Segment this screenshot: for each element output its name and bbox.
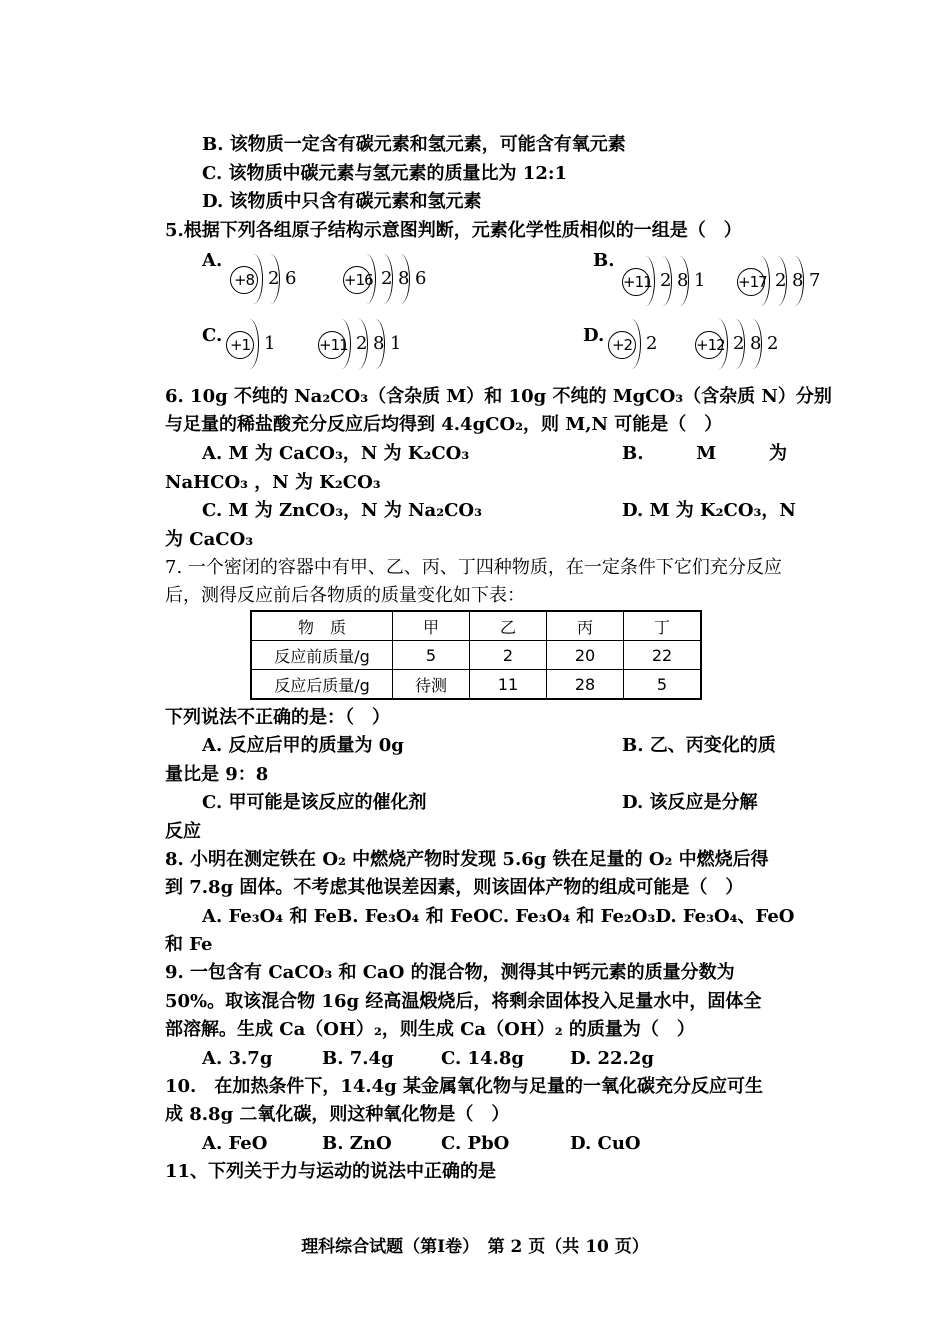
table-header-cell: 乙 [470, 611, 547, 641]
q10-option-a: A. FeO [202, 1133, 268, 1154]
electron-count: 8 [750, 333, 762, 354]
q5-option-label: A. [202, 250, 223, 271]
q8-option-d: D. Fe₃O₄、FeO [655, 906, 795, 927]
electron-count: 2 [381, 268, 393, 289]
q6-option-b-wei: 为 [768, 443, 787, 464]
q6-option-c: C. M 为 ZnCO₃，N 为 Na₂CO₃ [202, 500, 482, 521]
atom-nucleus: +8 [230, 266, 258, 294]
q9-line3: 部溶解。生成 Ca（OH）₂，则生成 Ca（OH）₂ 的质量为（ ） [165, 1019, 695, 1040]
electron-shell-arc [366, 319, 385, 369]
q9-line1: 9. 一包含有 CaCO₃ 和 CaO 的混合物，测得其中钙元素的质量分数为 [165, 962, 735, 983]
q7-option-d: D. 该反应是分解 [622, 792, 758, 813]
q6-option-a: A. M 为 CaCO₃，N 为 K₂CO₃ [202, 443, 470, 464]
atom-nucleus: +11 [318, 331, 346, 359]
electron-count: 2 [646, 333, 658, 354]
table-cell: 11 [470, 670, 547, 700]
q9-option-d: D. 22.2g [570, 1048, 654, 1069]
electron-count: 2 [775, 270, 787, 291]
q8-option-c: C. Fe₃O₄ 和 Fe₂O₃ [488, 906, 656, 927]
q6-option-b-m: M [696, 443, 717, 464]
electron-shell-arc [785, 256, 804, 306]
q7-option-b-cont: 量比是 9：8 [165, 764, 269, 785]
table-cell: 待测 [393, 670, 470, 700]
q6-option-d: D. M 为 K₂CO₃，N [622, 500, 796, 521]
table-cell: 20 [547, 641, 624, 670]
q8-line1: 8. 小明在测定铁在 O₂ 中燃烧产物时发现 5.6g 铁在足量的 O₂ 中燃烧后得 [165, 849, 769, 870]
table-cell: 5 [624, 670, 702, 700]
q7-option-d-cont: 反应 [165, 821, 201, 842]
q10-line1: 10. 在加热条件下，14.4g 某金属氧化物与足量的一氧化碳充分反应可生 [165, 1076, 764, 1097]
electron-count: 8 [792, 270, 804, 291]
electron-shell-arc [240, 319, 259, 369]
q9-option-c: C. 14.8g [441, 1048, 524, 1069]
electron-count: 8 [677, 270, 689, 291]
q9-option-b: B. 7.4g [322, 1048, 394, 1069]
q11-stem: 11、下列关于力与运动的说法中正确的是 [165, 1161, 497, 1182]
electron-count: 8 [398, 268, 410, 289]
electron-count: 6 [285, 268, 297, 289]
electron-shell-arc [670, 256, 689, 306]
electron-count: 1 [694, 270, 706, 291]
q7-question: 下列说法不正确的是：（ ） [165, 707, 390, 728]
electron-shell-arc [622, 319, 641, 369]
q6-option-b-label: B. [622, 443, 644, 464]
q8-option-d-cont: 和 Fe [165, 934, 213, 955]
q7-line2: 后，测得反应前后各物质的质量变化如下表： [165, 585, 525, 606]
electron-count: 2 [767, 333, 779, 354]
q8-option-a: A. Fe₃O₄ 和 Fe [202, 906, 337, 927]
table-cell: 5 [393, 641, 470, 670]
q6-option-d-cont: 为 CaCO₃ [165, 529, 254, 550]
page-footer: 理科综合试题（第Ⅰ卷） 第 2 页（共 10 页） [301, 1237, 649, 1257]
table-header-cell: 丙 [547, 611, 624, 641]
q7-option-b: B. 乙、丙变化的质 [622, 735, 776, 756]
q4-option-b: B. 该物质一定含有碳元素和氢元素，可能含有氧元素 [202, 134, 626, 155]
table-header-cell: 物 质 [251, 611, 393, 641]
q8-line2: 到 7.8g 固体。不考虑其他误差因素，则该固体产物的组成可能是（ ） [165, 877, 744, 898]
electron-count: 2 [268, 268, 280, 289]
table-header-cell: 丁 [624, 611, 702, 641]
q7-option-a: A. 反应后甲的质量为 0g [202, 735, 404, 756]
electron-count: 1 [390, 333, 402, 354]
table-cell: 28 [547, 670, 624, 700]
atom-nucleus: +12 [695, 331, 723, 359]
electron-count: 2 [660, 270, 672, 291]
atom-nucleus: +16 [343, 266, 371, 294]
q6-line2: 与足量的稀盐酸充分反应后均得到 4.4gCO₂，则 M,N 可能是（ ） [165, 414, 723, 435]
q5-option-label: B. [593, 250, 615, 271]
electron-shell-arc [391, 254, 410, 304]
table-cell: 反应后质量/g [251, 670, 393, 700]
table-header-cell: 甲 [393, 611, 470, 641]
table-row [251, 670, 701, 700]
q10-option-b: B. ZnO [322, 1133, 392, 1154]
mass-change-table [250, 610, 702, 700]
q9-line2: 50%。取该混合物 16g 经高温煅烧后，将剩余固体投入足量水中，固体全 [165, 991, 762, 1012]
electron-count: 8 [373, 333, 385, 354]
table-cell: 2 [470, 641, 547, 670]
q9-option-a: A. 3.7g [202, 1048, 273, 1069]
q5-option-label: C. [202, 325, 223, 346]
table-cell: 22 [624, 641, 702, 670]
electron-shell-arc [743, 319, 762, 369]
electron-count: 6 [415, 268, 427, 289]
table-row [251, 641, 701, 670]
electron-count: 2 [356, 333, 368, 354]
q10-option-d: D. CuO [570, 1133, 641, 1154]
q8-options [202, 905, 795, 929]
q5-option-label: D. [583, 325, 605, 346]
q7-option-c: C. 甲可能是该反应的催化剂 [202, 792, 427, 813]
q4-option-d: D. 该物质中只含有碳元素和氢元素 [202, 191, 482, 212]
q8-option-b: B. Fe₃O₄ 和 FeO [336, 906, 489, 927]
electron-count: 1 [264, 333, 276, 354]
atom-nucleus: +17 [737, 268, 765, 296]
q6-line1: 6. 10g 不纯的 Na₂CO₃（含杂质 M）和 10g 不纯的 MgCO₃（含杂质 N）分别 [165, 386, 832, 407]
electron-count: 2 [733, 333, 745, 354]
table-header-row [251, 611, 701, 641]
atom-nucleus: +1 [226, 331, 254, 359]
electron-shell-arc [261, 254, 280, 304]
table-cell: 反应前质量/g [251, 641, 393, 670]
q6-option-b-cont: NaHCO₃ ，N 为 K₂CO₃ [165, 472, 381, 493]
q7-line1: 7. 一个密闭的容器中有甲、乙、丙、丁四种物质，在一定条件下它们充分反应 [165, 557, 782, 578]
q4-option-c: C. 该物质中碳元素与氢元素的质量比为 12:1 [202, 163, 568, 184]
atom-nucleus: +2 [608, 331, 636, 359]
electron-count: 7 [809, 270, 821, 291]
q10-option-c: C. PbO [441, 1133, 510, 1154]
atom-nucleus: +11 [622, 268, 650, 296]
q5-stem: 5.根据下列各组原子结构示意图判断，元素化学性质相似的一组是（ ） [165, 220, 742, 241]
q10-line2: 成 8.8g 二氧化碳，则这种氧化物是（ ） [165, 1104, 510, 1125]
q6-option-b [622, 442, 787, 466]
